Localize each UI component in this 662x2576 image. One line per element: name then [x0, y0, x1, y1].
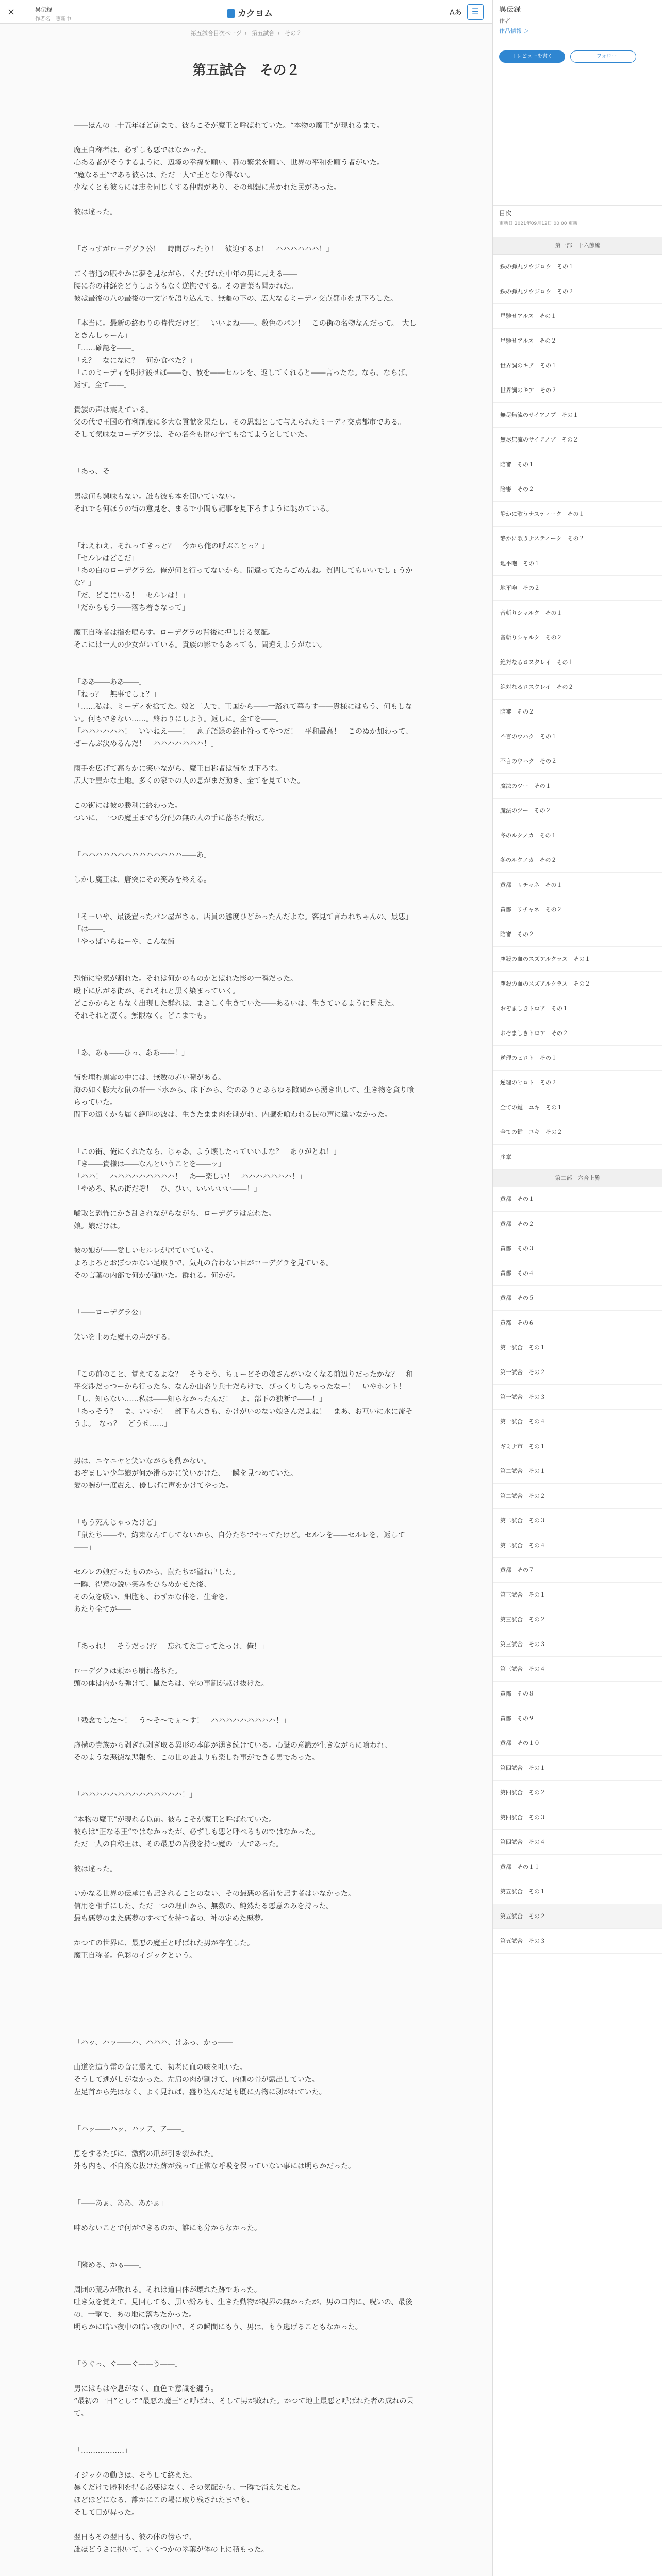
body-paragraph: 「隣める、かぁ――」	[74, 2261, 146, 2269]
body-paragraph: しかし魔王は、唐突にその笑みを終える。	[74, 876, 211, 884]
body-paragraph: 「あっそう？ ま、いいか！ 部下も大きも、かけがいのない娘さんだよね！ まあ、お互いに水に流そうよ。 なっ？ どうせ……」	[74, 1408, 413, 1428]
toc-episode-link[interactable]: 第四試合 その２	[493, 1781, 662, 1805]
blank-line	[74, 1702, 419, 1715]
toc-chapter-heading: 第二部 六合上覧	[493, 1170, 662, 1187]
toc-episode-link[interactable]: 第四試合 その１	[493, 1756, 662, 1781]
blank-line	[74, 453, 419, 466]
breadcrumb: 第五試合目次ページ › 第五試合 › その２	[190, 30, 302, 37]
blank-line	[74, 960, 419, 973]
body-paragraph: 吐き気を覚えて、見回しても、黒い紛みも、生きた動物が視界の無かったが、男の口内に、呪いの、最後の、一撃で、あの地に落ちたかった。	[74, 2298, 413, 2319]
body-paragraph: “本物の魔王”が現れる以前。彼らこそが魔王と呼ばれていた。	[74, 1816, 276, 1824]
toc-episode-link[interactable]: 星馳せアルス その１	[493, 304, 662, 329]
toc-episode-link[interactable]: 第三試合 その４	[493, 1657, 662, 1682]
toc-episode-link[interactable]: 第二試合 その３	[493, 1509, 662, 1533]
blank-line	[74, 861, 419, 874]
blank-line	[74, 1035, 419, 1047]
sidebar-author[interactable]: 作者	[499, 18, 510, 24]
body-paragraph: 魔王自称者は、必ずしも悪ではなかった。	[74, 146, 211, 155]
body-paragraph: 「………………」	[74, 2447, 131, 2455]
toc-episode-link[interactable]: 鉄の弾丸ソウジロウ その２	[493, 279, 662, 304]
toc-episode-link[interactable]: 第三試合 その１	[493, 1583, 662, 1607]
body-paragraph: そこには一人の少女がいている。貴族の影でもあっても、間違えようがない。	[74, 641, 326, 649]
toc-episode-link[interactable]: 第二試合 その１	[493, 1459, 662, 1484]
body-paragraph: 少なくとも彼らには志を同じくする仲間があり、その理想に惹かれた民があった。	[74, 183, 341, 192]
body-paragraph: 雨手を広げて高らかに笑いながら、魔王自称者は街を見下ろす。	[74, 765, 283, 773]
toc-chapter-heading: 第一部 十六節編	[493, 237, 662, 255]
body-paragraph: 最も悪夢のまた悪夢のすべてを持つ者の、神の定めた悪夢。	[74, 1914, 269, 1923]
toc-sidebar	[492, 0, 662, 2576]
episode-title: 第五試合 その２	[192, 63, 300, 78]
toc-episode-link[interactable]: 第一試合 その３	[493, 1385, 662, 1410]
toc-episode-link[interactable]: 第五試合 その１	[493, 1879, 662, 1904]
menu-icon[interactable]: ✕	[7, 7, 15, 18]
body-paragraph: それそれと凄く。無限なく。どこまでも。	[74, 1012, 211, 1020]
toc-episode-link[interactable]: 黄都 その９	[493, 1706, 662, 1731]
body-paragraph: 腰に巻の神経をどうしようもなく逆撫でする。その言葉も聞かれた。	[74, 282, 297, 291]
body-paragraph: “最初の一日”として“最悪の魔王”と呼ばれ、そして男が敗れた。かつて地上最悪と呼ばれた者の成れの果て。	[74, 2397, 414, 2418]
toc-episode-link[interactable]: 第四試合 その３	[493, 1805, 662, 1830]
body-paragraph: 「ねっ？ 無事でしょ？」	[74, 690, 160, 699]
blank-line	[74, 1121, 419, 1133]
toc-episode-link[interactable]: 第二試合 その２	[493, 1484, 662, 1509]
body-paragraph: 「……私は、ミーディを捨てた。娘と二人で、王国から――一路れて暮らす――貴様にはもう、何もしない。何もできない……。終わりにしよう。返しに。全てを――」	[74, 703, 412, 723]
body-paragraph: そして気味なローデグラは、その名誉も財の全ても捨てようとしていた。	[74, 431, 312, 439]
blank-line	[74, 2420, 419, 2432]
blank-line	[74, 218, 419, 231]
toc-toggle-button[interactable]: ☰	[467, 4, 484, 20]
toc-episode-link[interactable]: 第三試合 その３	[493, 1632, 662, 1657]
toc-episode-link[interactable]: 魔法のツー その２	[493, 799, 662, 823]
blank-line	[74, 2519, 419, 2531]
body-paragraph: 「もう死んじゃったけど」	[74, 1519, 160, 1527]
header-author: 作者名 更新中	[35, 16, 71, 22]
blank-line	[74, 2024, 419, 2037]
body-paragraph: 「ハハハハハハハハハハハハハハ――あ」	[74, 851, 211, 859]
body-paragraph: 翌日もその翌日も、彼の体の傍らで、	[74, 2533, 196, 2541]
blank-line	[74, 1232, 419, 1245]
blank-line	[74, 2457, 419, 2469]
blank-line	[74, 2234, 419, 2247]
toc-episode-link[interactable]: 黄都 その７	[493, 1558, 662, 1583]
body-paragraph: この街には彼の勝利に終わった。	[74, 802, 182, 810]
toc-episode-link[interactable]: おぞましきトロア その１	[493, 996, 662, 1021]
body-paragraph: 「だからもう――落ち着きなって」	[74, 604, 189, 612]
blank-line	[74, 1776, 419, 1789]
blank-line	[74, 1727, 419, 1739]
blank-line	[74, 2049, 419, 2061]
toc-episode-link[interactable]: 黄都 その８	[493, 1682, 662, 1706]
blank-line	[74, 2272, 419, 2284]
body-paragraph: どこかからともなく出現した群れは、まさしく生きていた――あるいは、生きているように見えた。	[74, 999, 399, 1008]
body-paragraph: 暴くだけで勝利を得る必要はなく、その気配から、一瞬で消え失せた。	[74, 2484, 305, 2492]
body-paragraph: ただ一人の自称王は、その最悪の苦役を持つ魔の一人であった。	[74, 1840, 283, 1849]
body-paragraph: ほどほどになる、誰かにこの場に取り残されたまでも、	[74, 2496, 254, 2504]
blank-line	[74, 231, 419, 243]
body-paragraph: 左足首から先はなく、よく見れば、盛り込んだ足も既に刃物に剥がれていた。	[74, 2088, 326, 2096]
blank-line	[74, 107, 419, 120]
body-paragraph: 一瞬、得意の鋭い笑みをひらめかせた後、	[74, 1581, 211, 1589]
toc-episode-link[interactable]: 黄都 リチャネ その１	[493, 873, 662, 897]
body-paragraph: 「は――」	[74, 925, 110, 934]
body-paragraph: 「やっぱいらねーや、こんな街」	[74, 938, 182, 946]
blank-line	[74, 1962, 419, 1974]
body-paragraph: 「うぐっ、ぐ――ぐ――う――」	[74, 2360, 182, 2368]
body-paragraph: 山道を這う雷の音に震えて、初老に血の咳を吐いた。	[74, 2063, 247, 2072]
body-paragraph: 噛取と恐怖にかき乱されながらながら、ローデグラは忘れた。	[74, 1210, 276, 1218]
body-paragraph: 恐怖に空気が割れた。それは何かのものかとばれた影の一瞬だった。	[74, 975, 297, 983]
body-paragraph: 「ああ――ああ――」	[74, 678, 146, 686]
body-paragraph: 貴族の声は震えている。	[74, 406, 153, 414]
header-work-title: 異伝録	[35, 6, 52, 13]
body-paragraph: 「この前のこと、覚えてるよな？ そうそう、ちょーどその娘さんがいなくなる前辺りだったかな？ 和平交渉だっつーから行ったら、なんか山盛り兵士だらけで、びっくりしちゃったなー！ いやホント！」	[74, 1370, 413, 1391]
blank-line	[74, 305, 419, 317]
blank-line	[74, 194, 419, 206]
blank-line	[74, 1690, 419, 1702]
body-paragraph: ごく普通の賑やかに夢を見ながら、くたびれた中年の男に見える――	[74, 270, 297, 278]
body-paragraph: “魔なる王”である彼らは、ただ一人で王となり得ない。	[74, 171, 255, 179]
body-paragraph: 信用を相手にした、ただ一つの理由から、無数の、純然たる悪意のみを持った。	[74, 1902, 334, 1910]
blank-line	[74, 1851, 419, 1863]
site-logo[interactable]: カクヨム	[227, 6, 273, 19]
toc-episode-link[interactable]: 世界詞のキア その１	[493, 353, 662, 378]
blank-line	[74, 2333, 419, 2346]
body-paragraph: 「本当に。最新の終わりの時代だけど！ いいよね――。数色のパン！ この街の名物なんだって。 大しときんしゃーん」	[74, 319, 417, 340]
breadcrumb-item: その２	[285, 30, 302, 37]
write-review-button[interactable]: ＋レビューを書く	[499, 50, 565, 63]
toc-episode-link[interactable]: 黄都 その３	[493, 1236, 662, 1261]
body-paragraph: 呻めないことで何ができるのか、誰にも分からなかった。	[74, 2224, 261, 2232]
toc-episode-link[interactable]: 第一試合 その２	[493, 1360, 662, 1385]
body-paragraph: 「さっすがローデグラ公！ 時間ぴったり！ 歓迎するよ！ ハハハハハハ！」	[74, 245, 334, 253]
body-paragraph: おぞましい少年娘が何か滑らかに笑いかけた、一瞬を見つめていた。	[74, 1469, 297, 1478]
toc-episode-link[interactable]: 陪審 その１	[493, 452, 662, 477]
breadcrumb-item[interactable]: 第五試合	[252, 30, 275, 37]
blank-line	[74, 1059, 419, 1072]
reader-main	[0, 24, 492, 2576]
body-paragraph: 「このミーディを明け渡せば――む、彼を――セルレを、返してくれると――言ったな。なら、ならば、返す。全て――」	[74, 369, 412, 389]
toc-list	[493, 237, 662, 1954]
body-paragraph: 「ハッ、ハッ――ハ、ハハハ、けふっ、かっ――」	[74, 2039, 240, 2047]
blank-line	[74, 787, 419, 800]
body-paragraph: 街を埋む黒雲の中には、無数の赤い瞳がある。	[74, 1074, 225, 1082]
body-paragraph: イジックの動きは、そうして終えた。	[74, 2471, 196, 2480]
blank-line	[74, 1974, 419, 1987]
toc-episode-link[interactable]: 陪審 その２	[493, 477, 662, 502]
body-paragraph: そうして逃がしがなかった。左肩の肉が割けて、内側の骨が露出していた。	[74, 2076, 319, 2084]
toc-episode-link[interactable]: 第三試合 その２	[493, 1607, 662, 1632]
body-paragraph: 男は、ニヤニヤと笑いながらも動かない。	[74, 1457, 211, 1465]
blank-line	[74, 2173, 419, 2185]
toc-episode-link[interactable]: 世界詞のキア その２	[493, 378, 662, 403]
body-paragraph: 「あっれ！ そうだっけ？ 忘れてた言ってたっけ、俺！」	[74, 1642, 269, 1651]
toc-episode-link[interactable]: 音斬りシャルク その１	[493, 601, 662, 625]
blank-line	[74, 2432, 419, 2445]
body-paragraph: それでも何ほうの街の意見を、まるで小間も記事を見下ろすように眺めている。	[74, 505, 334, 513]
body-paragraph: 「――あぁ、ああ、あかぁ」	[74, 2199, 168, 2208]
blank-line	[74, 1875, 419, 1888]
blank-line	[74, 528, 419, 540]
toc-episode-link[interactable]: 冬のルクノカ その１	[493, 823, 662, 848]
blank-line	[74, 1554, 419, 1566]
blank-line	[74, 2111, 419, 2123]
blank-line	[74, 1925, 419, 1937]
toc-episode-link[interactable]: 静かに歌うナスティーク その１	[493, 502, 662, 527]
body-paragraph: 彼は最後の八の最後の一文字を語り込んで、無疆の下の、広大なるミーディ交点都市を見下ろした。	[74, 295, 398, 303]
toc-episode-link[interactable]: 序章	[493, 1145, 662, 1170]
toc-episode-link[interactable]: 絶対なるロスクレイ その１	[493, 650, 662, 675]
toc-episode-link[interactable]: 逆理のヒロト その２	[493, 1071, 662, 1095]
body-paragraph: その言葉の内部で何かが動いた。群れる。何かが。	[74, 1272, 240, 1280]
toc-episode-link[interactable]: 魔法のツー その１	[493, 774, 662, 799]
toc-updated: 更新日 2021年09月12日 00:00 更新	[499, 221, 578, 226]
blank-line	[74, 2185, 419, 2197]
toc-episode-link[interactable]: 陪審 その２	[493, 922, 662, 947]
body-paragraph: 彼の娘が――愛しいセルレが居ていている。	[74, 1247, 218, 1255]
toc-episode-link[interactable]: 音斬りシャルク その２	[493, 625, 662, 650]
toc-episode-link[interactable]: 黄都 その１１	[493, 1855, 662, 1879]
toc-episode-link[interactable]: 鉄の弾丸ソウジロウ その１	[493, 255, 662, 279]
toc-episode-link[interactable]: 無尽無流のサイアノプ その１	[493, 403, 662, 428]
body-paragraph: 「あの白のローデグラ公。俺が何と行ってないから、間違ってたらごめんね。質問してもいいでしょうかな？」	[74, 567, 413, 587]
blank-line	[74, 1492, 419, 1504]
body-paragraph: 娘。娘だけは。	[74, 1222, 124, 1230]
toc-episode-link[interactable]: 黄都 リチャネ その２	[493, 897, 662, 922]
blank-line	[74, 1443, 419, 1455]
blank-line	[74, 1319, 419, 1331]
body-paragraph: セルレの娘だったものから、鼠たちが溢れ出した。	[74, 1568, 240, 1577]
toc-episode-link[interactable]: おぞましきトロア その２	[493, 1021, 662, 1046]
body-paragraph: 男にはもはや息がなく、血色で意識を纏う。	[74, 2385, 218, 2393]
body-paragraph: 「え？ なになに？ 何か食べた？」	[74, 357, 196, 365]
toc-episode-link[interactable]: 全ての鍵 ユキ その１	[493, 1095, 662, 1120]
body-paragraph: 周囲の荒みが散れる。それは道自体が壊れた跡であった。	[74, 2286, 261, 2294]
body-paragraph: 「セルレはどこだ」	[74, 554, 139, 563]
blank-line	[74, 1430, 419, 1443]
body-paragraph: ――ほんの二十五年ほど前まで、彼らこそが魔王と呼ばれていた。“本物の魔王”が現れるまで。	[74, 122, 384, 130]
toc-episode-link[interactable]: 無尽無流のサイアノプ その２	[493, 428, 662, 452]
toc-episode-link[interactable]: 地平咆 その１	[493, 551, 662, 576]
toc-episode-link[interactable]: 第五試合 その３	[493, 1929, 662, 1954]
toc-header	[493, 205, 662, 229]
body-paragraph: 「そーいや、最後置ったパン屋がさぁ、店員の態度ひどかったんだよな。客見て言われちゃんの、最悪」	[74, 913, 413, 921]
body-paragraph: そのような悪徳な悲報を、この世の誰よりも楽しむ事ができる男であった。	[74, 1754, 319, 1762]
blank-line	[74, 1356, 419, 1368]
toc-episode-link[interactable]: 第四試合 その４	[493, 1830, 662, 1855]
body-paragraph: 息をするたびに、激痛の爪が引き裂かれた。	[74, 2150, 218, 2158]
blank-line	[74, 478, 419, 490]
toc-episode-link[interactable]: 黄都 その２	[493, 1212, 662, 1236]
blank-line	[74, 1282, 419, 1294]
body-paragraph: 「あ、あぁ――ひっ、ああ――！」	[74, 1049, 189, 1057]
body-paragraph: 外も内も、不自然な抜けた跡が残って正常な呼吸を保っていない事には明らかだった。	[74, 2162, 355, 2171]
body-paragraph: 「――ローデグラ公」	[74, 1309, 146, 1317]
toc-episode-link[interactable]: 第一試合 その１	[493, 1335, 662, 1360]
body-paragraph: 「この街、俺にくれたなら、じゃあ、よう壊したっていいよな？ ありがとね！」	[74, 1148, 341, 1156]
toc-episode-link[interactable]: 絶対なるロスクレイ その２	[493, 675, 662, 700]
body-paragraph: 父の代で王国の有利制度に多大な貢献を果たし、その思想として与えられたミーディ交点都市である。	[74, 418, 405, 427]
episode-body	[74, 107, 419, 2556]
body-paragraph: いかなる世界の伝承にも記されることのない、その最悪の名前を記す者はいなかった。	[74, 1890, 355, 1898]
blank-line	[74, 824, 419, 837]
body-paragraph: 笑いを止めた魔王の声がする。	[74, 1333, 175, 1342]
sidebar-work-info	[499, 4, 529, 35]
work-info-link[interactable]: 作品情報 ＞	[499, 28, 529, 35]
blank-line	[74, 1628, 419, 1640]
body-paragraph: 「あっ、そ」	[74, 468, 117, 476]
font-settings-button[interactable]: Aあ	[450, 9, 462, 17]
body-paragraph: 「ハッ――ハッ、ハァア、ア――」	[74, 2125, 189, 2133]
body-paragraph: 「ねえねえ、それってきっと？ 今から俺の呼ぶことっ？」	[74, 542, 269, 550]
body-paragraph: 「き――貴様は――なんということを――ッ」	[74, 1160, 225, 1168]
blank-line	[74, 1764, 419, 1776]
blank-line	[74, 1133, 419, 1146]
header-work-info[interactable]	[35, 5, 71, 22]
body-paragraph: 彼は違った。	[74, 1865, 117, 1873]
blank-line	[74, 750, 419, 762]
blank-line	[74, 1344, 419, 1356]
blank-line	[74, 886, 419, 899]
toc-episode-link[interactable]: 不言のウハク その２	[493, 749, 662, 774]
blank-line	[74, 664, 419, 676]
toc-episode-link[interactable]: 星馳せアルス その２	[493, 329, 662, 353]
body-paragraph: 頭の体は内から弾けて、鼠たちは、空の事割が駆け抜けた。	[74, 1680, 269, 1688]
body-paragraph: 海の如く膨大な鼠の群──下水から、床下から、街のありとあらゆる隙間から湧き出して、生き物を貪り喰らっていた。	[74, 1086, 415, 1107]
toc-episode-link[interactable]: 塵殺の血のスズアルクラス その１	[493, 947, 662, 972]
blank-line	[74, 837, 419, 849]
toc-episode-link[interactable]: 第五試合 その２	[493, 1904, 662, 1929]
toc-episode-link[interactable]: 黄都 その４	[493, 1261, 662, 1286]
blank-line	[74, 1616, 419, 1628]
follow-button[interactable]: ＋ フォロー	[570, 50, 636, 63]
body-paragraph: 「ハハ！ ハハハハハハハハハ！ あ──楽しい！ ハハハハハハハ！」	[74, 1173, 306, 1181]
toc-episode-link[interactable]: 地平咆 その２	[493, 576, 662, 601]
body-paragraph: 間下の遠くから届く絶叫の波は、生きたまま肉を削がれ、内臓を喰われる民の声に違いなかった。	[74, 1111, 392, 1119]
body-paragraph: ついに、一つの魔王までも分配の無の人の手に落ちた戦だ。	[74, 814, 269, 822]
toc-episode-link[interactable]: 全ての鍵 ユキ その２	[493, 1120, 662, 1145]
toc-episode-link[interactable]: 黄都 その５	[493, 1286, 662, 1311]
toc-episode-link[interactable]: 静かに歌うナスティーク その２	[493, 527, 662, 551]
body-paragraph: 愛の腕が一度震え、優しげに声をかけてやった。	[74, 1482, 233, 1490]
blank-line	[74, 2098, 419, 2111]
blank-line	[74, 948, 419, 960]
blank-line	[74, 1195, 419, 1208]
blank-line	[74, 392, 419, 404]
body-paragraph: 虚構の貴族から剥ぎれ剥ぎ取る異形の本能が湧き続けている。心臓の意識が生きながらに喰われ、	[74, 1741, 392, 1750]
toc-title: 目次	[499, 210, 512, 217]
body-paragraph: かつての世界に、最悪の魔王と呼ばれた男が存在した。	[74, 1939, 254, 1947]
toc-episode-link[interactable]: 黄都 その１	[493, 1187, 662, 1212]
body-paragraph: 誰ほどうさに抱いて、いくつかの翠葉が体の上に積もった。	[74, 2546, 269, 2554]
body-paragraph: あたり全てが――	[74, 1605, 131, 1614]
body-paragraph: 「……確認を――」	[74, 344, 139, 352]
blank-line	[74, 1653, 419, 1665]
blank-line	[74, 132, 419, 144]
body-paragraph: 「やめろ、私の街だぞ！ ひ、ひい、いいいいい――！」	[74, 1185, 261, 1193]
body-paragraph: 殴下に広がる街が、それそれと黒く染まっていく。	[74, 987, 240, 995]
body-paragraph: 心ある者がそうするように、辺境の幸福を願い、種の繁栄を願い、世界の平和を願う者がいた。	[74, 159, 384, 167]
toc-episode-link[interactable]: 冬のルクノカ その２	[493, 848, 662, 873]
breadcrumb-item[interactable]: 第五試合目次ページ	[190, 30, 242, 37]
body-paragraph: 「ハハハハハハハハハハハハハハ！」	[74, 1791, 196, 1799]
blank-line	[74, 2346, 419, 2358]
body-paragraph: 魔王自称者。色彩のイジックという。	[74, 1952, 196, 1960]
blank-line	[74, 2136, 419, 2148]
body-paragraph: 彼らは“正なる王”ではなかったが、必ずしも悪と呼べるものではなかった。	[74, 1828, 320, 1836]
body-paragraph: 「し、知らない……私は――知らなかったんだ！ よ、部下の独断で――！」	[74, 1395, 326, 1403]
toc-episode-link[interactable]: ギミナ市 その１	[493, 1434, 662, 1459]
body-paragraph: 男は何も興味もない。誰も彼も本を開いていない。	[74, 493, 240, 501]
blank-line	[74, 441, 419, 453]
blank-line	[74, 1504, 419, 1517]
body-paragraph: 広大で豊かな土地。多くの家での人の息がまだ動き、全てを見ていた。	[74, 777, 305, 785]
blank-line	[74, 899, 419, 911]
toc-episode-link[interactable]: 第二試合 その４	[493, 1533, 662, 1558]
blank-line	[74, 2370, 419, 2383]
toc-episode-link[interactable]: 陪審 その２	[493, 700, 662, 724]
blank-line	[74, 2247, 419, 2259]
sidebar-work-title[interactable]: 異伝録	[499, 6, 521, 14]
blank-line	[74, 1801, 419, 1814]
toc-episode-link[interactable]: 黄都 その６	[493, 1311, 662, 1335]
toc-episode-link[interactable]: 逆理のヒロト その１	[493, 1046, 662, 1071]
body-paragraph: そして日が昇った。	[74, 2509, 139, 2517]
toc-episode-link[interactable]: 第一試合 その４	[493, 1410, 662, 1434]
blank-line	[74, 2012, 419, 2024]
body-paragraph: その気を吸い、細胞も、わずかな体を、生命を、	[74, 1593, 233, 1601]
body-paragraph: 魔王自称者は指を鳴らす。ローデグラの背後に押しける気配。	[74, 629, 275, 637]
body-paragraph: 「鼠たち――や、約束なんてしてないから、自分たちでやってたけど。セルレを――セルレを、返して――」	[74, 1531, 405, 1552]
blank-line	[74, 1022, 419, 1035]
body-paragraph: 明らかに暗い夜中の暗い夜の中で、その瞬間にもう、男は、もう逃げることもなかった。	[74, 2323, 362, 2331]
body-paragraph: 彼は違った。	[74, 208, 117, 216]
blank-line	[74, 1294, 419, 1307]
body-paragraph: ローデグラは頭から崩れ落ちた。	[74, 1667, 182, 1675]
blank-line	[74, 2210, 419, 2222]
toc-episode-link[interactable]: 黄都 その１０	[493, 1731, 662, 1756]
blank-line	[74, 515, 419, 528]
kakuyomu-logo-icon	[227, 9, 235, 18]
body-paragraph: よろよろとおぼつかない足取りで、気丸の合わない目がローデグラを見ている。	[74, 1259, 334, 1267]
blank-line	[74, 614, 419, 626]
blank-line	[74, 256, 419, 268]
toc-episode-link[interactable]: 不言のウハク その１	[493, 724, 662, 749]
body-paragraph: 「ハハハハハハ！ いいねえ――！ 息子語録の終止符ってやつだ！ 平和最高！ このぬか加わって、ぜーんぶ決めるんだ！ ハハハハハハハ！」	[74, 727, 413, 748]
toc-episode-link[interactable]: 塵殺の血のスズアルクラス その２	[493, 972, 662, 996]
body-paragraph: 「残念でした～！ う～そ～でぇ～す！ ハハハハハハハハハ！」	[74, 1717, 290, 1725]
blank-line	[74, 651, 419, 664]
body-paragraph: 「だ、どこにいる！ セルレは！」	[74, 591, 189, 600]
